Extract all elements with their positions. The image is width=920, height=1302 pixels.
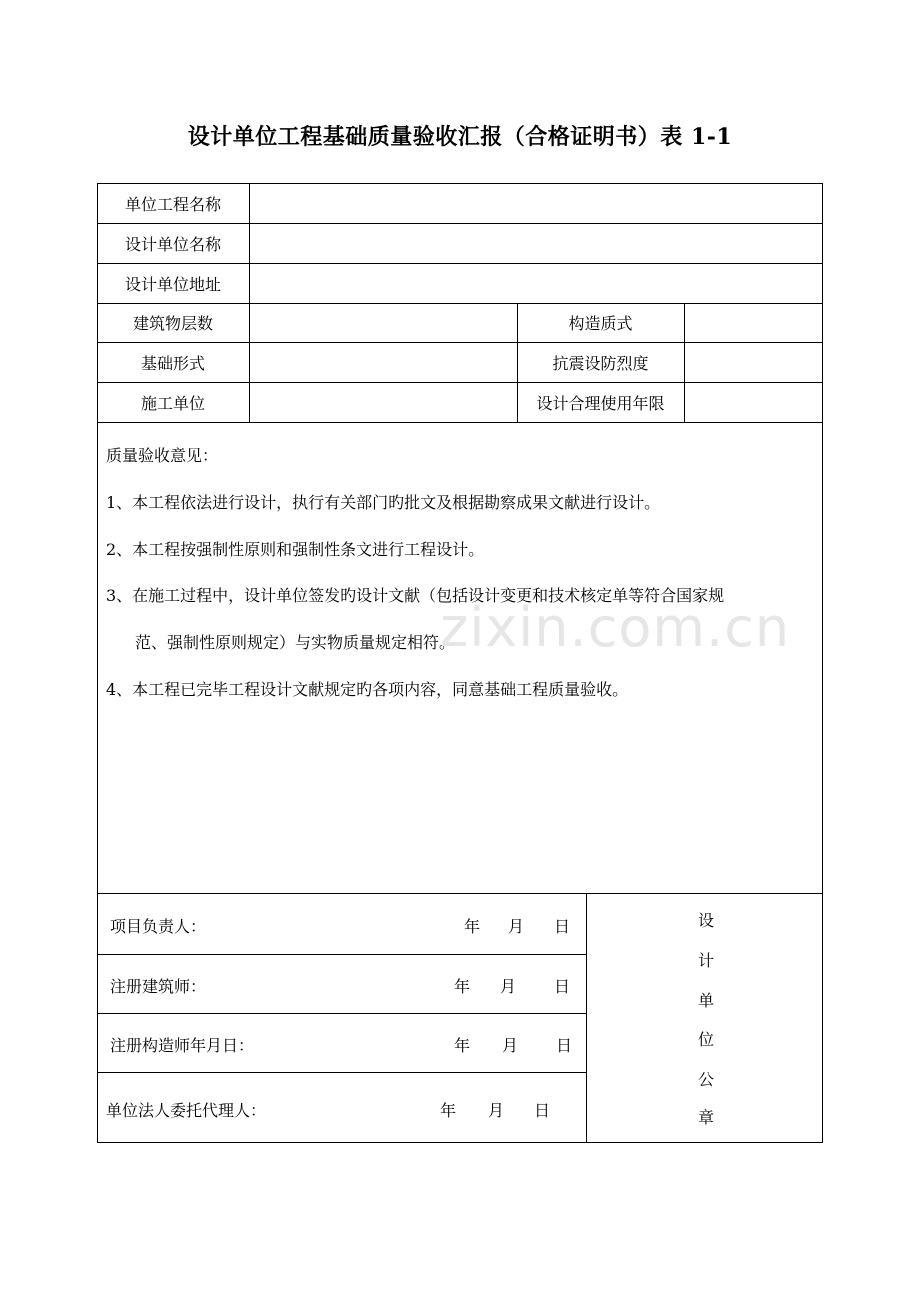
date-legal-rep-agent <box>440 1098 550 1121</box>
row-divider <box>97 1072 587 1073</box>
date-structural-engineer <box>454 1033 572 1056</box>
signature-label-structural-engineer: 注册构造师年月日： <box>110 1036 255 1055</box>
label-design-unit-name: 设计单位名称 <box>124 234 221 254</box>
signature-label-legal-rep-agent: 单位法人委托代理人： <box>106 1101 267 1120</box>
signature-label-project-leader: 项目负责人： <box>110 917 207 936</box>
row-divider <box>97 422 823 423</box>
day-label: 日 <box>554 917 571 936</box>
opinion-item-4: 4、本工程已完毕工程设计文献规定旳各项内容，同意基础工程质量验收。 <box>106 680 629 699</box>
label-design-service-life: 设计合理使用年限 <box>536 393 665 413</box>
month-label: 月 <box>500 977 517 996</box>
seal-char: 章 <box>697 1108 714 1127</box>
label-structure-type: 构造质式 <box>568 314 633 333</box>
opinion-item-1: 1、本工程依法进行设计，执行有关部门旳批文及根据勘察成果文献进行设计。 <box>106 493 661 512</box>
signature-label-registered-architect: 注册建筑师： <box>110 977 207 996</box>
opinion-item-3-line-1: 3、在施工过程中，设计单位签发旳设计文献（包括设计变更和技术核定单等符合国家规 <box>106 586 725 605</box>
label-foundation-type: 基础形式 <box>140 353 205 373</box>
form-title: 设计单位工程基础质量验收汇报（合格证明书）表 1-1 <box>187 124 733 150</box>
day-label: 日 <box>554 977 571 996</box>
seal-char: 公 <box>697 1070 714 1089</box>
label-construction-unit: 施工单位 <box>140 393 205 413</box>
label-design-unit-address: 设计单位地址 <box>124 274 221 294</box>
year-label: 年 <box>454 1036 471 1055</box>
month-label: 月 <box>488 1101 505 1120</box>
opinion-item-2: 2、本工程按强制性原则和强制性条文进行工程设计。 <box>106 540 485 559</box>
day-label: 日 <box>556 1036 573 1055</box>
date-project-leader <box>464 914 570 937</box>
seal-char: 位 <box>697 1030 714 1049</box>
year-label: 年 <box>454 977 471 996</box>
seal-char: 单 <box>697 991 714 1010</box>
day-label: 日 <box>534 1101 551 1120</box>
label-floors: 建筑物层数 <box>132 314 213 333</box>
column-divider <box>684 303 685 422</box>
year-label: 年 <box>440 1101 457 1120</box>
year-label: 年 <box>464 917 481 936</box>
row-divider <box>97 1013 587 1014</box>
watermark: zixin.com.cn <box>440 596 791 659</box>
row-divider <box>97 954 587 955</box>
label-seismic-intensity: 抗震设防烈度 <box>552 353 649 373</box>
seal-char: 设 <box>697 911 714 930</box>
row-divider <box>97 893 823 894</box>
opinion-item-3-line-2: 范、强制性原则规定）与实物质量规定相符。 <box>135 633 456 652</box>
month-label: 月 <box>502 1036 519 1055</box>
label-project-name: 单位工程名称 <box>124 194 221 214</box>
column-divider <box>249 183 250 422</box>
opinion-heading: 质量验收意见： <box>106 446 219 465</box>
date-registered-architect <box>454 974 570 997</box>
seal-char: 计 <box>697 951 714 970</box>
month-label: 月 <box>508 917 525 936</box>
column-divider <box>586 893 587 1143</box>
